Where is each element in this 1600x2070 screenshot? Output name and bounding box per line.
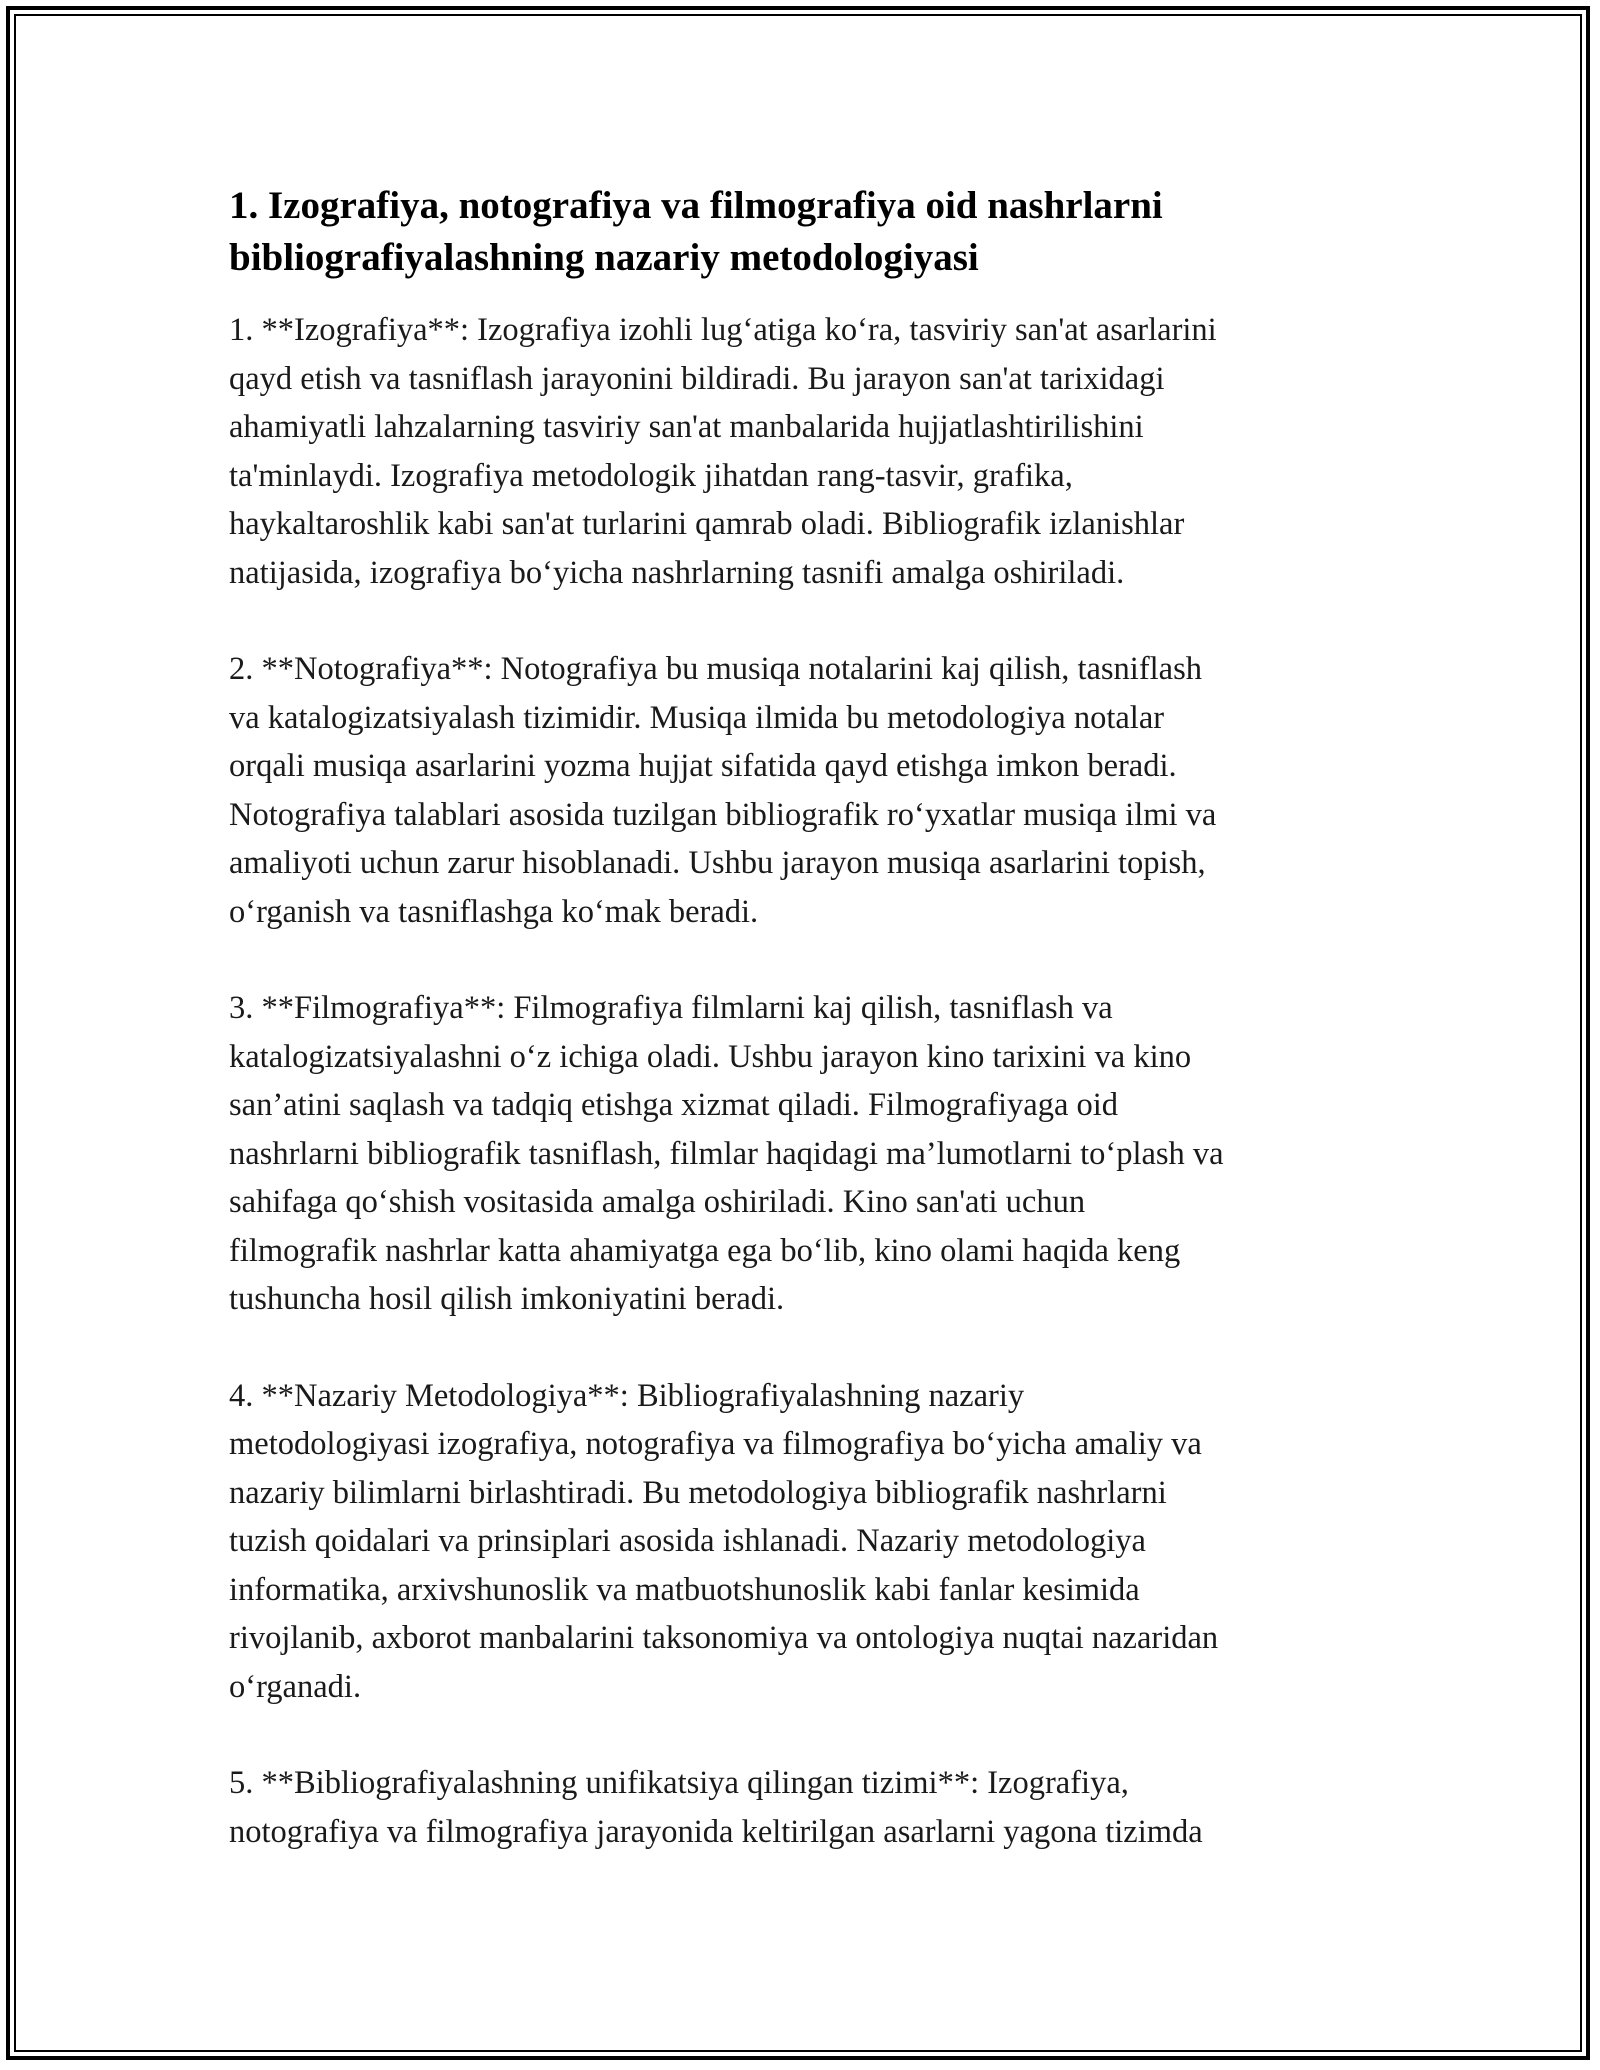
document-title: 1. Izografiya, notografiya va filmografiya oid nashrlarni bibliografiyalashning nazariy metodologiyasi (229, 184, 1163, 279)
paragraph-nazariy-metodologiya: 4. **Nazariy Metodologiya**: Bibliografiyalashning nazariy metodologiyasi izografiya, notografiya va filmografiya bo‘yicha amaliy va nazariy bilimlarni birlashtiradi. Bu metodologiya bibliografik nashrlarni tuzish qoidalari va prinsiplari asosida ishlanadi. Nazariy metodologiya informatika, arxivshunoslik va matbuotshunoslik kabi fanlar kesimida rivojlanib, axborot manbalarini taksonomiya va ontologiya nuqtai nazaridan o‘rganadi. (229, 1377, 1219, 1705)
paragraph-izografiya: 1. **Izografiya**: Izografiya izohli lug‘atiga ko‘ra, tasviriy san'at asarlarini qayd etish va tasniflash jarayonini bildiradi. Bu jarayon san'at tarixidagi ahamiyatli lahzalarning tasviriy san'at manbalarida hujjatlashtirilishini ta'minlaydi. Izografiya metodologik jihatdan rang-tasvir, grafika, haykaltaroshlik kabi san'at turlarini qamrab oladi. Bibliografik izlanishlar natijasida, izografiya bo‘yicha nashrlarning tasnifi amalga oshiriladi. (229, 312, 1217, 591)
paragraph-unifikatsiya: 5. **Bibliografiyalashning unifikatsiya qilingan tizimi**: Izografiya, notografiya va filmografiya jarayonida keltirilgan asarlarni yagona tizimda (229, 1765, 1203, 1850)
paragraph-filmografiya: 3. **Filmografiya**: Filmografiya filmlarni kaj qilish, tasniflash va katalogizatsiyalashni o‘z ichiga oladi. Ushbu jarayon kino tarixini va kino san’atini saqlash va tadqiq etishga xizmat qiladi. Filmografiyaga oid nashrlarni bibliografik tasniflash, filmlar haqidagi ma’lumotlarni to‘plash va sahifaga qo‘shish vositasida amalga oshiriladi. Kino san'ati uchun filmografik nashrlar katta ahamiyatga ega bo‘lib, kino olami haqida keng tushuncha hosil qilish imkoniyatini beradi. (229, 990, 1224, 1317)
paragraph-notografiya: 2. **Notografiya**: Notografiya bu musiqa notalarini kaj qilish, tasniflash va katalogizatsiyalash tizimidir. Musiqa ilmida bu metodologiya notalar orqali musiqa asarlarini yozma hujjat sifatida qayd etishga imkon beradi. Notografiya talablari asosida tuzilgan bibliografik ro‘yxatlar musiqa ilmi va amaliyoti uchun zarur hisoblanadi. Ushbu jarayon musiqa asarlarini topish, o‘rganish va tasniflashga ko‘mak beradi. (229, 651, 1217, 930)
document-body (229, 180, 1369, 1856)
